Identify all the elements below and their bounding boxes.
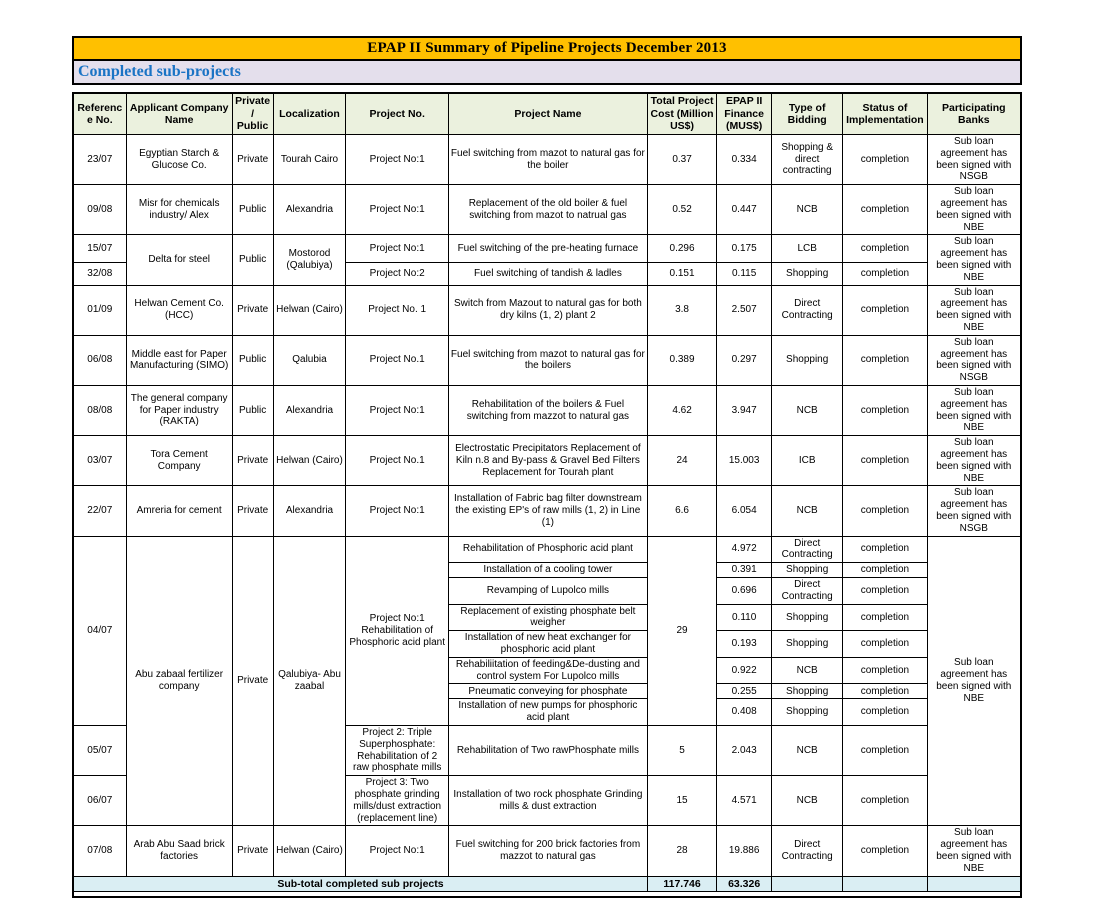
bank-cell: Sub loan agreement has been signed with NBE — [927, 826, 1021, 876]
cost-cell: 0.52 — [647, 185, 716, 235]
cost-cell: 0.37 — [647, 135, 716, 185]
status-cell: completion — [843, 631, 927, 658]
finance-cell: 6.054 — [717, 486, 772, 536]
status-cell: completion — [843, 285, 927, 335]
status-cell: completion — [843, 604, 927, 631]
status-cell: completion — [843, 135, 927, 185]
status-cell: completion — [843, 263, 927, 285]
project-name-cell: Installation of new heat exchanger for phosphoric acid plant — [448, 631, 647, 658]
finance-cell: 0.255 — [717, 684, 772, 699]
reference-cell: 15/07 — [73, 235, 126, 263]
finance-cell: 0.297 — [717, 335, 772, 385]
finance-cell: 4.571 — [717, 776, 772, 826]
reference-cell: 32/08 — [73, 263, 126, 285]
finance-cell: 2.043 — [717, 726, 772, 776]
project-no-cell: Project 3: Two phosphate grinding mills/dust extraction (replacement line) — [346, 776, 448, 826]
cost-cell: 0.296 — [647, 235, 716, 263]
localization-cell: Alexandria — [273, 185, 346, 235]
col-header-applicant-company: Applicant Company Name — [126, 93, 232, 135]
bidding-cell: Shopping — [772, 335, 843, 385]
status-cell: completion — [843, 684, 927, 699]
status-cell: completion — [843, 536, 927, 563]
ownership-cell: Public — [232, 185, 273, 235]
subtotal-status-empty — [843, 876, 927, 891]
bidding-cell: Shopping — [772, 684, 843, 699]
project-name-cell: Rehabilitation of Phosphoric acid plant — [448, 536, 647, 563]
localization-cell: Tourah Cairo — [273, 135, 346, 185]
project-name-cell: Rehabilitation of Two rawPhosphate mills — [448, 726, 647, 776]
ownership-cell: Private — [232, 285, 273, 335]
localization-cell: Helwan (Cairo) — [273, 436, 346, 486]
ownership-cell: Private — [232, 826, 273, 876]
cost-cell: 24 — [647, 436, 716, 486]
bank-cell: Sub loan agreement has been signed with NSGB — [927, 486, 1021, 536]
projects-table — [72, 92, 1022, 898]
finance-cell: 4.972 — [717, 536, 772, 563]
bidding-cell: Direct Contracting — [772, 285, 843, 335]
finance-cell: 0.193 — [717, 631, 772, 658]
project-name-cell: Fuel switching of the pre-heating furnace — [448, 235, 647, 263]
status-cell: completion — [843, 436, 927, 486]
reference-cell: 06/08 — [73, 335, 126, 385]
table-row — [73, 536, 1021, 563]
cost-cell: 15 — [647, 776, 716, 826]
project-no-cell: Project No:1 — [346, 235, 448, 263]
subtotal-bank-empty — [927, 876, 1021, 891]
bank-cell: Sub loan agreement has been signed with NBE — [927, 536, 1021, 826]
status-cell: completion — [843, 776, 927, 826]
localization-cell: Qalubia — [273, 335, 346, 385]
table-row — [73, 135, 1021, 185]
cost-cell: 0.151 — [647, 263, 716, 285]
reference-cell: 07/08 — [73, 826, 126, 876]
subtotal-cost: 117.746 — [647, 876, 716, 891]
subtotal-bidding-empty — [772, 876, 843, 891]
finance-cell: 3.947 — [717, 385, 772, 435]
project-name-cell: Electrostatic Precipitators Replacement of Kiln n.8 and By-pass & Gravel Bed Filters Replacement for Tourah plant — [448, 436, 647, 486]
bidding-cell: Direct Contracting — [772, 826, 843, 876]
bidding-cell: Shopping & direct contracting — [772, 135, 843, 185]
project-no-cell: Project No:1 — [346, 135, 448, 185]
table-row — [73, 385, 1021, 435]
col-header-private-public: Private/ Public — [232, 93, 273, 135]
cost-cell: 4.62 — [647, 385, 716, 435]
table-row — [73, 436, 1021, 486]
cost-cell: 5 — [647, 726, 716, 776]
status-cell: completion — [843, 826, 927, 876]
finance-cell: 0.408 — [717, 699, 772, 726]
finance-cell: 19.886 — [717, 826, 772, 876]
cost-cell: 28 — [647, 826, 716, 876]
project-no-cell: Project No.1 — [346, 335, 448, 385]
ownership-cell: Private — [232, 436, 273, 486]
cost-cell: 6.6 — [647, 486, 716, 536]
bidding-cell: Shopping — [772, 263, 843, 285]
col-header-total-cost: Total Project Cost (Million US$) — [647, 93, 716, 135]
localization-cell: Mostorod (Qalubiya) — [273, 235, 346, 285]
bidding-cell: Direct Contracting — [772, 578, 843, 605]
bidding-cell: LCB — [772, 235, 843, 263]
project-no-cell: Project No:1 — [346, 185, 448, 235]
cost-cell: 0.389 — [647, 335, 716, 385]
finance-cell: 0.115 — [717, 263, 772, 285]
project-name-cell: Replacement of existing phosphate belt weigher — [448, 604, 647, 631]
bidding-cell: NCB — [772, 385, 843, 435]
table-row — [73, 235, 1021, 263]
ownership-cell: Private — [232, 536, 273, 826]
finance-cell: 0.175 — [717, 235, 772, 263]
reference-cell: 09/08 — [73, 185, 126, 235]
reference-cell: 04/07 — [73, 536, 126, 726]
reference-cell: 08/08 — [73, 385, 126, 435]
reference-cell: 22/07 — [73, 486, 126, 536]
subtotal-finance: 63.326 — [717, 876, 772, 891]
project-name-cell: Fuel switching from mazot to natural gas for the boiler — [448, 135, 647, 185]
cost-cell: 3.8 — [647, 285, 716, 335]
company-cell: Middle east for Paper Manufacturing (SIMO) — [126, 335, 232, 385]
project-name-cell: Revamping of Lupolco mills — [448, 578, 647, 605]
bidding-cell: NCB — [772, 486, 843, 536]
table-row — [73, 486, 1021, 536]
subtotal-row — [73, 876, 1021, 891]
status-cell: completion — [843, 235, 927, 263]
localization-cell: Alexandria — [273, 385, 346, 435]
project-no-cell: Project No:2 — [346, 263, 448, 285]
col-header-project-no: Project No. — [346, 93, 448, 135]
finance-cell: 0.391 — [717, 563, 772, 578]
localization-cell: Alexandria — [273, 486, 346, 536]
bank-cell: Sub loan agreement has been signed with NBE — [927, 235, 1021, 285]
bidding-cell: NCB — [772, 776, 843, 826]
localization-cell: Qalubiya- Abu zaabal — [273, 536, 346, 826]
status-cell: completion — [843, 657, 927, 684]
company-cell: Delta for steel — [126, 235, 232, 285]
project-name-cell: Fuel switching from mazot to natural gas for the boilers — [448, 335, 647, 385]
bank-cell: Sub loan agreement has been signed with NBE — [927, 385, 1021, 435]
ownership-cell: Public — [232, 235, 273, 285]
reference-cell: 03/07 — [73, 436, 126, 486]
company-cell: The general company for Paper industry (RAKTA) — [126, 385, 232, 435]
company-cell: Helwan Cement Co. (HCC) — [126, 285, 232, 335]
col-header-localization: Localization — [273, 93, 346, 135]
ownership-cell: Public — [232, 385, 273, 435]
project-no-cell: Project No:1 — [346, 385, 448, 435]
table-row — [73, 826, 1021, 876]
spacer-row — [73, 892, 1021, 898]
bank-cell: Sub loan agreement has been signed with NSGB — [927, 135, 1021, 185]
ownership-cell: Private — [232, 486, 273, 536]
company-cell: Abu zabaal fertilizer company — [126, 536, 232, 826]
bidding-cell: ICB — [772, 436, 843, 486]
section-heading: Completed sub-projects — [78, 63, 241, 80]
status-cell: completion — [843, 563, 927, 578]
finance-cell: 15.003 — [717, 436, 772, 486]
table-row — [73, 335, 1021, 385]
col-header-implementation-status: Status of Implementation — [843, 93, 927, 135]
project-no-cell: Project No.1 — [346, 436, 448, 486]
project-name-cell: Installation of Fabric bag filter downstream the existing EP's of raw mills (1, 2) in Line (1) — [448, 486, 647, 536]
bidding-cell: Direct Contracting — [772, 536, 843, 563]
finance-cell: 0.110 — [717, 604, 772, 631]
bidding-cell: NCB — [772, 185, 843, 235]
status-cell: completion — [843, 578, 927, 605]
status-cell: completion — [843, 699, 927, 726]
table-row — [73, 285, 1021, 335]
spacer — [72, 85, 1022, 92]
section-heading-band — [72, 61, 1022, 85]
bidding-cell: Shopping — [772, 563, 843, 578]
status-cell: completion — [843, 385, 927, 435]
project-name-cell: Fuel switching of tandish & ladles — [448, 263, 647, 285]
report-title-band — [72, 36, 1022, 61]
finance-cell: 2.507 — [717, 285, 772, 335]
project-no-cell: Project No:1 — [346, 486, 448, 536]
finance-cell: 0.922 — [717, 657, 772, 684]
bank-cell: Sub loan agreement has been signed with NBE — [927, 185, 1021, 235]
company-cell: Arab Abu Saad brick factories — [126, 826, 232, 876]
spacer-cell — [73, 892, 1021, 898]
finance-cell: 0.447 — [717, 185, 772, 235]
project-name-cell: Installation of a cooling tower — [448, 563, 647, 578]
col-header-participating-banks: Participating Banks — [927, 93, 1021, 135]
company-cell: Tora Cement Company — [126, 436, 232, 486]
bidding-cell: Shopping — [772, 631, 843, 658]
reference-cell: 05/07 — [73, 726, 126, 776]
col-header-bidding-type: Type of Bidding — [772, 93, 843, 135]
cost-cell: 29 — [647, 536, 716, 726]
status-cell: completion — [843, 185, 927, 235]
company-cell: Amreria for cement — [126, 486, 232, 536]
finance-cell: 0.334 — [717, 135, 772, 185]
project-name-cell: Fuel switching for 200 brick factories from mazzot to natural gas — [448, 826, 647, 876]
project-name-cell: Rehabilitation of the boilers & Fuel switching from mazzot to natural gas — [448, 385, 647, 435]
status-cell: completion — [843, 335, 927, 385]
bidding-cell: Shopping — [772, 604, 843, 631]
ownership-cell: Public — [232, 335, 273, 385]
company-cell: Egyptian Starch & Glucose Co. — [126, 135, 232, 185]
bidding-cell: Shopping — [772, 699, 843, 726]
bidding-cell: NCB — [772, 726, 843, 776]
finance-cell: 0.696 — [717, 578, 772, 605]
col-header-project-name: Project Name — [448, 93, 647, 135]
table-row — [73, 185, 1021, 235]
project-no-cell: Project No:1 — [346, 826, 448, 876]
reference-cell: 01/09 — [73, 285, 126, 335]
project-name-cell: Installation of two rock phosphate Grinding mills & dust extraction — [448, 776, 647, 826]
localization-cell: Helwan (Cairo) — [273, 826, 346, 876]
bank-cell: Sub loan agreement has been signed with NBE — [927, 436, 1021, 486]
col-header-reference-no: Reference No. — [73, 93, 126, 135]
project-name-cell: Installation of new pumps for phosphoric acid plant — [448, 699, 647, 726]
company-cell: Misr for chemicals industry/ Alex — [126, 185, 232, 235]
subtotal-label: Sub-total completed sub projects — [73, 876, 647, 891]
project-name-cell: Switch from Mazout to natural gas for both dry kilns (1, 2) plant 2 — [448, 285, 647, 335]
project-no-cell: Project No. 1 — [346, 285, 448, 335]
project-no-cell: Project No:1 Rehabilitation of Phosphoric acid plant — [346, 536, 448, 726]
bank-cell: Sub loan agreement has been signed with NSGB — [927, 335, 1021, 385]
header-row — [73, 93, 1021, 135]
status-cell: completion — [843, 726, 927, 776]
project-name-cell: Rehabiliitation of feeding&De-dusting and control system For Lupolco mills — [448, 657, 647, 684]
reference-cell: 06/07 — [73, 776, 126, 826]
bidding-cell: NCB — [772, 657, 843, 684]
bank-cell: Sub loan agreement has been signed with NBE — [927, 285, 1021, 335]
reference-cell: 23/07 — [73, 135, 126, 185]
project-name-cell: Pneumatic conveying for phosphate — [448, 684, 647, 699]
project-no-cell: Project 2: Triple Superphosphate: Rehabilitation of 2 raw phosphate mills — [346, 726, 448, 776]
status-cell: completion — [843, 486, 927, 536]
ownership-cell: Private — [232, 135, 273, 185]
project-name-cell: Replacement of the old boiler & fuel switching from mazot to natrual gas — [448, 185, 647, 235]
col-header-epap-finance: EPAP II Finance (MUS$) — [717, 93, 772, 135]
localization-cell: Helwan (Cairo) — [273, 285, 346, 335]
report-title: EPAP II Summary of Pipeline Projects December 2013 — [367, 40, 727, 56]
